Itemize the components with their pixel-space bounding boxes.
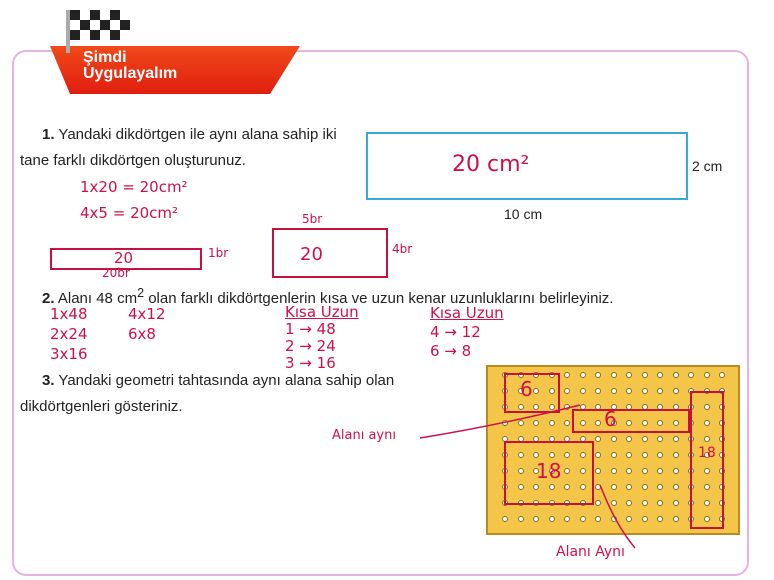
handwritten-table-1: Kısa Uzun 1 → 48 2 → 24 3 → 16 [285,303,359,372]
band-rectangle: 18 [690,391,724,529]
width-label: 10 cm [504,206,543,222]
handwritten-list-2: 4x12 6x8 [128,305,166,343]
section-title: Şimdi Uygulayalım [83,49,178,82]
handwritten-answer: 4x5 = 20cm² [80,204,179,222]
question-3: 3. Yandaki geometri tahtasında aynı alana sahip olan dikdörtgenleri gösteriniz. [20,372,395,415]
band-rectangle: 6 [504,373,560,413]
drawn-rectangle-1x20: 20 1br 20br [50,248,202,270]
drawn-rectangle-4x5: 20 5br 4br [272,228,388,278]
handwritten-answer: 1x20 = 20cm² [80,178,188,196]
question-1: 1. Yandaki dikdörtgen ile aynı alana sahip iki tane farklı dikdörtgen oluşturunuz. [20,126,337,169]
reference-rectangle: 20 cm² [366,132,688,200]
height-label: 2 cm [692,158,723,174]
handwritten-table-2: Kısa Uzun 4 → 12 6 → 8 [430,304,504,360]
question-2: 2. Alanı 48 $cm^2$ olan farklı dikdörtgenlerin kısa ve uzun kenar uzunluklarını belirleyiniz. [42,286,614,307]
handwritten-list-1: 1x48 2x24 3x16 [50,305,88,363]
band-rectangle: 18 [504,441,594,505]
handwritten-note: Alanı aynı [332,428,396,443]
band-rectangle: 6 [572,409,690,433]
handwritten-note: Alanı Aynı [556,544,625,560]
